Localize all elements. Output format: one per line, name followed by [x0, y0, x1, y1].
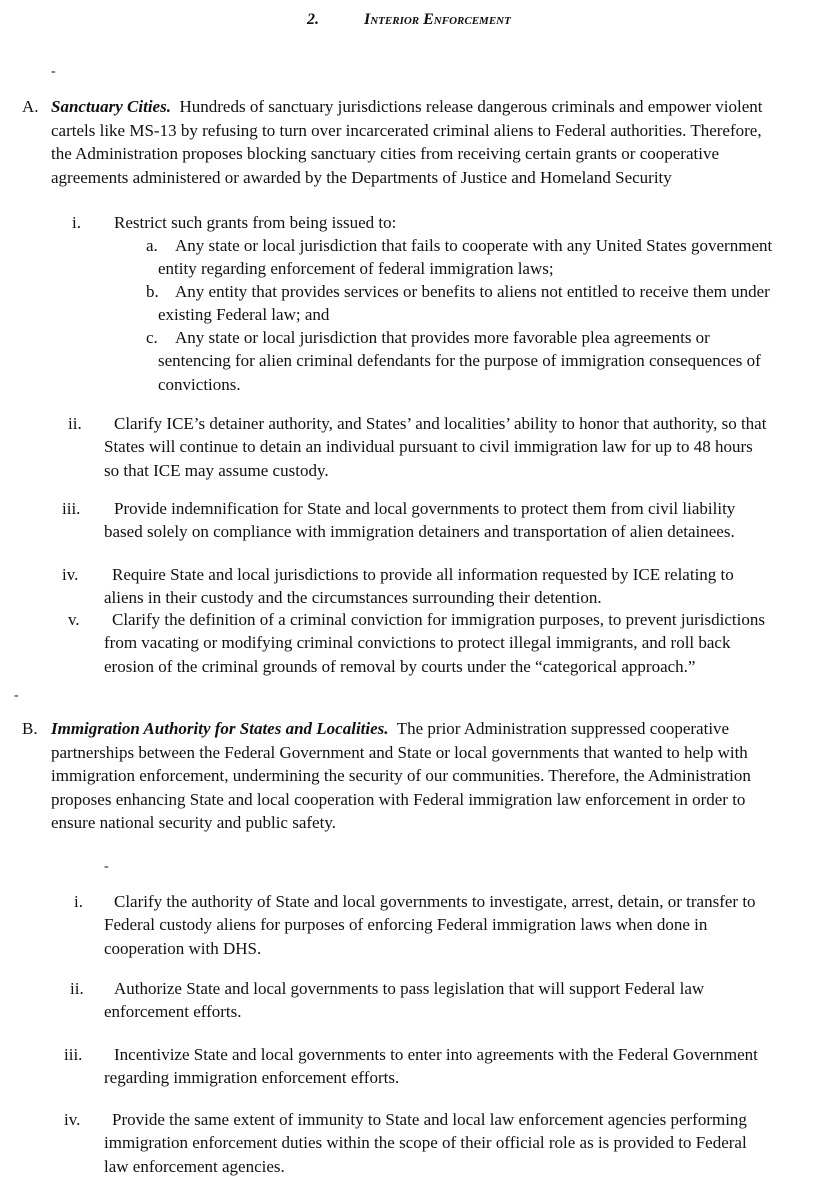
text-line: existing Federal law; and	[158, 305, 330, 324]
separator-dash: -	[14, 688, 19, 703]
text-line: Provide indemnification for State and local governments to protect them from civil liability	[114, 499, 736, 518]
list-item-cont	[104, 913, 707, 960]
subitem-label: c.	[146, 328, 158, 347]
text-line: Authorize State and local governments to pass legislation that will support Federal law	[114, 979, 705, 998]
text-line: Provide the same extent of immunity to State and local law enforcement agencies performing	[112, 1110, 747, 1129]
section-a-paragraph	[51, 95, 763, 189]
section-b-paragraph	[51, 717, 751, 835]
sub-list-item-cont	[158, 257, 554, 281]
subitem-label: a.	[146, 236, 158, 255]
text-line: Clarify the authority of State and local governments to investigate, arrest, detain, or transfer to	[114, 892, 756, 911]
list-item-cont	[104, 435, 753, 482]
text-line: Incentivize State and local governments to enter into agreements with the Federal Government	[114, 1045, 758, 1064]
text-line: immigration enforcement duties within the scope of their official role as is provided to Federal	[104, 1133, 747, 1152]
text-line: Require State and local jurisdictions to provide all information requested by ICE relating to	[112, 565, 734, 584]
section-title: Interior Enforcement	[364, 11, 511, 28]
item-label: iv.	[64, 1110, 81, 1129]
sub-list-item-cont	[158, 303, 329, 327]
section-a-title: Sanctuary Cities.	[51, 97, 171, 116]
separator-dash: -	[51, 64, 56, 79]
text-line: aliens in their custody and the circumstances surrounding their detention.	[104, 588, 602, 607]
list-item-cont	[104, 586, 602, 610]
text-line: the Administration proposes blocking sanctuary cities from receiving certain grants or cooperative	[51, 144, 719, 163]
list-item-cont	[104, 1000, 242, 1024]
text-line: ensure national security and public safety.	[51, 813, 336, 832]
text-line: so that ICE may assume custody.	[104, 460, 329, 480]
text-line: erosion of the criminal grounds of removal by courts under the “categorical approach.”	[104, 656, 696, 676]
sub-list-item	[175, 326, 710, 350]
text-line: entity regarding enforcement of federal immigration laws;	[158, 259, 554, 278]
item-label: ii.	[68, 414, 82, 433]
separator-dash: -	[104, 859, 109, 874]
list-item-cont	[104, 1066, 399, 1090]
sub-list-item	[175, 280, 770, 304]
text-line: Any state or local jurisdiction that fails to cooperate with any United States government	[175, 236, 773, 255]
list-item	[112, 608, 765, 632]
item-label: iii.	[62, 499, 81, 518]
item-label: i.	[74, 892, 83, 911]
section-heading	[307, 8, 511, 32]
text-line: States will continue to detain an individual pursuant to civil immigration law for up to 48 hours	[104, 437, 753, 456]
text-line: proposes enhancing State and local cooperation with Federal immigration law enforcement in order to	[51, 789, 746, 809]
text-line: from vacating or modifying criminal convictions to protect illegal immigrants, and roll back	[104, 633, 731, 652]
sub-list-item-cont	[158, 349, 761, 396]
sub-list-item	[175, 234, 772, 258]
text-line: cartels like MS-13 by refusing to turn over incarcerated criminal aliens to Federal authorities. Therefore,	[51, 120, 762, 140]
text-line: Clarify ICE’s detainer authority, and States’ and localities’ ability to honor that authority, so that	[114, 414, 767, 433]
list-item	[114, 497, 735, 521]
text-line: sentencing for alien criminal defendants for the purpose of immigration consequences of	[158, 351, 761, 370]
list-item-cont	[104, 520, 735, 544]
text-line: Federal custody aliens for purposes of enforcing Federal immigration laws when done in	[104, 915, 708, 934]
item-label: iii.	[64, 1045, 83, 1064]
list-item	[114, 977, 704, 1001]
section-b-label: B.	[22, 719, 38, 738]
text-line: Clarify the definition of a criminal conviction for immigration purposes, to prevent jurisdictions	[112, 610, 765, 629]
text-line: partnerships between the Federal Government and State or local governments that wanted to help with	[51, 742, 748, 762]
text-line: Hundreds of sanctuary jurisdictions release dangerous criminals and empower violent	[179, 97, 763, 116]
text-line: Any state or local jurisdiction that provides more favorable plea agreements or	[175, 328, 710, 347]
list-item-cont	[104, 631, 730, 678]
text-line: enforcement efforts.	[104, 1002, 242, 1021]
section-number: 2.	[307, 11, 319, 28]
list-item	[114, 1043, 758, 1067]
list-item	[114, 211, 396, 235]
list-item-cont	[104, 1131, 747, 1178]
text-line: Restrict such grants from being issued to:	[114, 213, 397, 232]
item-label: i.	[72, 213, 81, 232]
list-item	[114, 412, 766, 436]
section-a-label: A.	[22, 97, 39, 116]
list-item	[112, 563, 734, 587]
list-item	[112, 1108, 747, 1132]
item-label: ii.	[70, 979, 84, 998]
item-label: iv.	[62, 565, 79, 584]
subitem-label: b.	[146, 282, 159, 301]
text-line: cooperation with DHS.	[104, 938, 262, 958]
section-b-title: Immigration Authority for States and Localities.	[51, 719, 389, 738]
text-line: based solely on compliance with immigration detainers and transportation of alien detainees.	[104, 522, 735, 541]
item-label: v.	[68, 610, 80, 629]
text-line: agreements administered or awarded by the Departments of Justice and Homeland Security	[51, 167, 672, 187]
text-line: law enforcement agencies.	[104, 1156, 285, 1176]
text-line: convictions.	[158, 374, 241, 394]
text-line: Any entity that provides services or benefits to aliens not entitled to receive them under	[175, 282, 770, 301]
text-line: The prior Administration suppressed cooperative	[396, 719, 730, 738]
list-item	[114, 890, 756, 914]
text-line: immigration enforcement, undermining the security of our communities. Therefore, the Administration	[51, 766, 751, 785]
text-line: regarding immigration enforcement efforts.	[104, 1068, 400, 1087]
